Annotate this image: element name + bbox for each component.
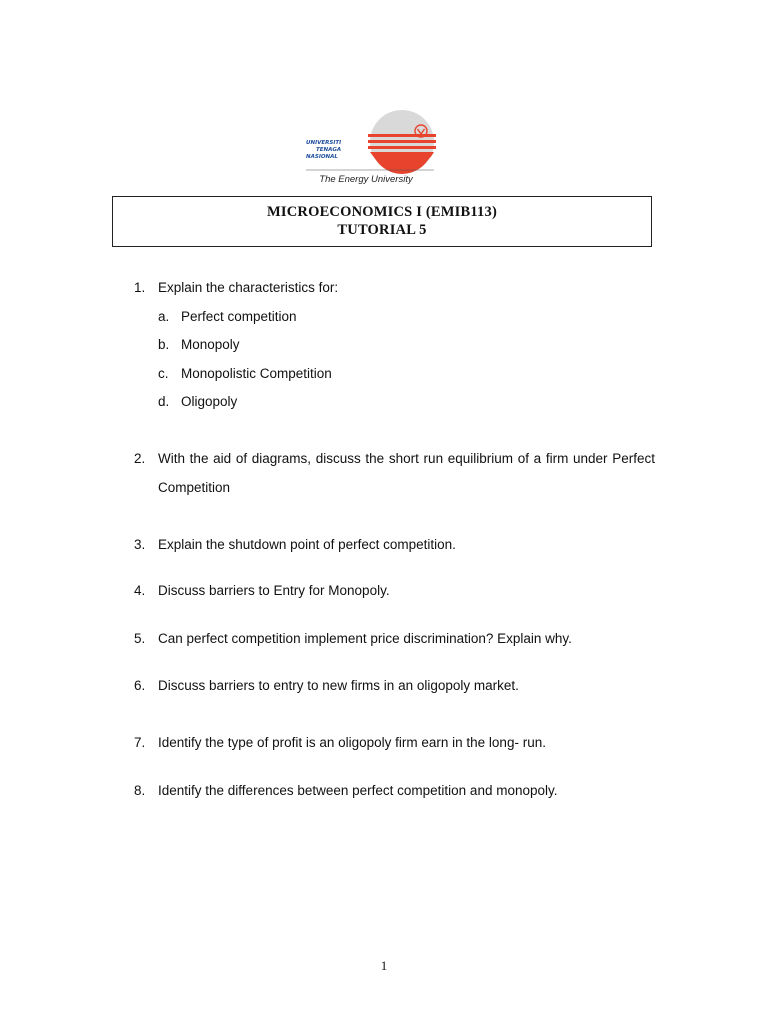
university-logo-emblem: [302, 110, 438, 176]
sub-item-letter: c.: [158, 366, 169, 381]
sub-item-text: Oligopoly: [181, 394, 238, 409]
question-text: Can perfect competition implement price discrimination? Explain why.: [158, 631, 572, 646]
question-text: Discuss barriers to Entry for Monopoly.: [158, 583, 390, 598]
question-text: Identify the differences between perfect competition and monopoly.: [158, 783, 558, 798]
question-text: Discuss barriers to entry to new firms in an oligopoly market.: [158, 678, 519, 693]
question-number: 8.: [134, 783, 146, 798]
logo-wordmark-2: TENAGA: [316, 147, 342, 153]
sub-item-text: Perfect competition: [181, 309, 297, 324]
sub-item-letter: d.: [158, 394, 170, 409]
logo-wordmark-3: NASIONAL: [306, 154, 338, 160]
question-number: 1.: [134, 280, 146, 295]
sub-item-text: Monopoly: [181, 337, 240, 352]
question-number: 4.: [134, 583, 146, 598]
question-text: Explain the characteristics for:: [158, 280, 339, 295]
page-number: 1: [380, 958, 388, 973]
course-title: MICROECONOMICS I (EMIB113): [267, 204, 497, 220]
question-text: Explain the shutdown point of perfect competition.: [158, 537, 456, 552]
logo-tagline: The Energy University: [319, 174, 413, 185]
sub-item-letter: a.: [158, 309, 170, 324]
university-logo: [302, 110, 438, 188]
sub-item-text: Monopolistic Competition: [181, 366, 332, 381]
question-text: With the aid of diagrams, discuss the short run equilibrium of a firm under Perfect Competition: [158, 451, 655, 495]
question-number: 5.: [134, 631, 146, 646]
question-number: 2.: [134, 451, 146, 466]
question-number: 3.: [134, 537, 146, 552]
logo-wordmark-1: UNIVERSITI: [306, 140, 342, 146]
tutorial-title: TUTORIAL 5: [337, 222, 427, 238]
question-number: 7.: [134, 735, 146, 750]
title-box: [112, 196, 652, 247]
question-number: 6.: [134, 678, 146, 693]
question-text: Identify the type of profit is an oligopoly firm earn in the long- run.: [158, 735, 546, 750]
sub-item-letter: b.: [158, 337, 170, 352]
